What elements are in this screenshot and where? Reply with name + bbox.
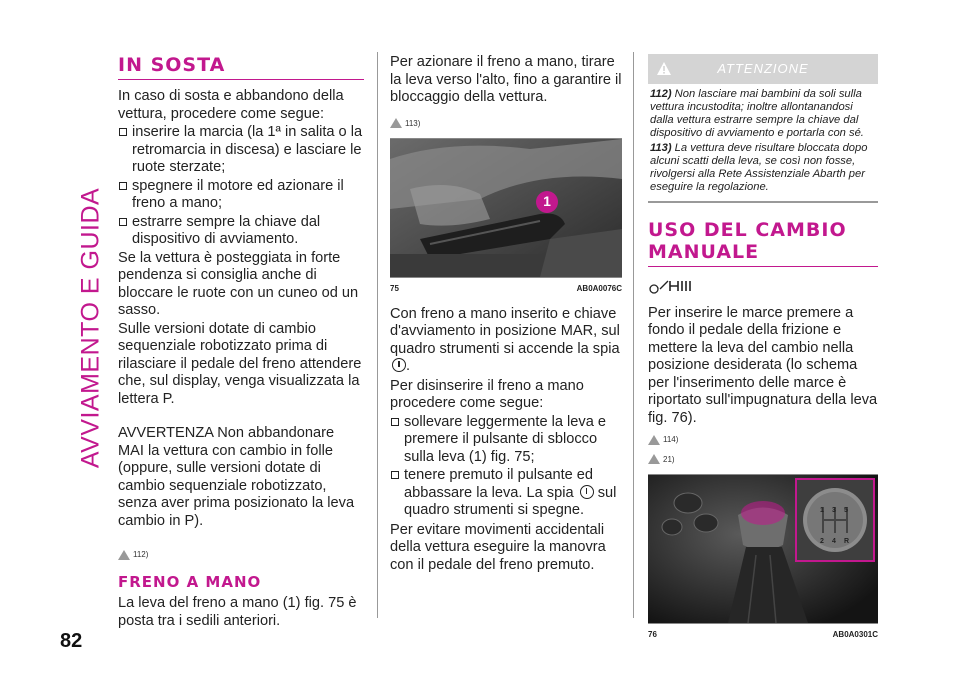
- column-2: [390, 54, 622, 575]
- warning-triangle-icon: [648, 454, 660, 464]
- paragraph: Con freno a mano inserito e chiave d'avviamento in posizione MAR, sul quadro strumenti si accende la spia .: [390, 305, 620, 374]
- warning-reference: 21): [648, 451, 878, 469]
- figure-76-photo: [648, 474, 878, 624]
- paragraph: Per disinserire il freno a mano procedere come segue:: [390, 377, 584, 411]
- manual-gearbox-version-icon: [648, 275, 878, 301]
- warning-reference: 112): [118, 546, 364, 564]
- warning-triangle-icon: [118, 550, 130, 560]
- checkbox-bullet-icon: [119, 182, 127, 190]
- warning-triangle-icon: [648, 435, 660, 445]
- warning-113: 113) La vettura deve risultare bloccata dopo alcuni scatti della leva, se così non fosse, rivolgersi alla Rete Assistenziale Abarth per eseguire la regolazione.: [650, 142, 868, 193]
- paragraph: Se la vettura è posteggiata in forte pendenza si consiglia anche di bloccare le ruote con un cuneo od un sasso.: [118, 249, 359, 318]
- bullet-item: spegnere il motore ed azionare il freno a mano;: [118, 178, 364, 213]
- page-number: 82: [60, 630, 83, 652]
- figure-caption: 76 AB0A0301C: [648, 630, 878, 639]
- column-divider: [377, 52, 378, 618]
- heading-rule: [648, 266, 878, 267]
- checkbox-bullet-icon: [391, 471, 399, 479]
- bullet-item: inserire la marcia (la 1ª in salita o la retromarcia in discesa) e lasciare le ruote sterzate;: [118, 124, 364, 177]
- paragraph: Per inserire le marce premere a fondo il pedale della frizione e mettere la leva del cambio nella posizione desiderata (lo schema per l'inserimento delle marce è riportato sull'impugnatura della leva fig. 76).: [648, 304, 878, 426]
- gear-shift-pattern-labels: 1 3 5 2 4 R: [820, 507, 850, 545]
- paragraph: Sulle versioni dotate di cambio sequenziale robotizzato prima di rilasciare il pedale del freno attendere che, sul display, venga visualizzata la lettera P.: [118, 320, 362, 407]
- paragraph: In caso di sosta e abbandono della vettura, procedere come segue:: [118, 88, 344, 122]
- brake-warning-lamp-icon: [580, 485, 594, 499]
- bullet-item: sollevare leggermente la leva e premere il pulsante di sblocco sulla leva (1) fig. 75;: [390, 414, 622, 467]
- brake-warning-lamp-icon: [392, 358, 406, 372]
- figure-75-photo: [390, 138, 622, 278]
- subheading-freno-a-mano: FRENO A MANO: [118, 572, 262, 591]
- attention-box-body: [648, 84, 878, 203]
- paragraph: Per evitare movimenti accidentali della vettura eseguire la manovra con il pedale del freno premuto.: [390, 521, 606, 573]
- bullet-item: tenere premuto il pulsante ed abbassare la leva. La spia sul quadro strumenti si spegne.: [390, 467, 622, 520]
- column-1: [118, 54, 364, 631]
- paragraph: Per azionare il freno a mano, tirare la leva verso l'alto, fino a garantire il bloccaggio della vettura.: [390, 54, 622, 105]
- handbrake-photo-image: [390, 139, 622, 277]
- warning-reference: 113): [390, 115, 622, 133]
- heading-rule: [118, 79, 364, 80]
- warning-112: 112) Non lasciare mai bambini da soli sulla vettura incustodita; inoltre allontanandosi dalla vettura estrarre sempre la chiave dal dispositivo di avviamento e portarla con sé.: [650, 88, 864, 139]
- bullet-item: estrarre sempre la chiave dal dispositivo di avviamento.: [118, 214, 364, 249]
- checkbox-bullet-icon: [119, 128, 127, 136]
- column-3: [648, 54, 878, 644]
- column-divider: [633, 52, 634, 618]
- paragraph: La leva del freno a mano (1) fig. 75 è posta tra i sedili anteriori.: [118, 595, 357, 629]
- attention-box-header: ATTENZIONE: [648, 54, 878, 84]
- callout-1: 1: [536, 191, 558, 213]
- paragraph-avvertenza: AVVERTENZA Non abbandonare MAI la vettura con cambio in folle (oppure, sulle versioni dotate di cambio sequenziale robotizzato, senza aver prima posizionato la leva cambio in P).: [118, 425, 355, 529]
- side-chapter-title: AVVIAMENTO E GUIDA: [76, 187, 105, 469]
- section-heading-in-sosta: IN SOSTA: [118, 54, 226, 76]
- checkbox-bullet-icon: [119, 218, 127, 226]
- warning-triangle-icon: [390, 118, 402, 128]
- figure-caption: 75 AB0A0076C: [390, 284, 622, 293]
- warning-reference: 114): [648, 431, 878, 449]
- checkbox-bullet-icon: [391, 418, 399, 426]
- section-heading-cambio-manuale: USO DEL CAMBIO MANUALE: [648, 219, 847, 263]
- warning-triangle-icon: [656, 61, 672, 76]
